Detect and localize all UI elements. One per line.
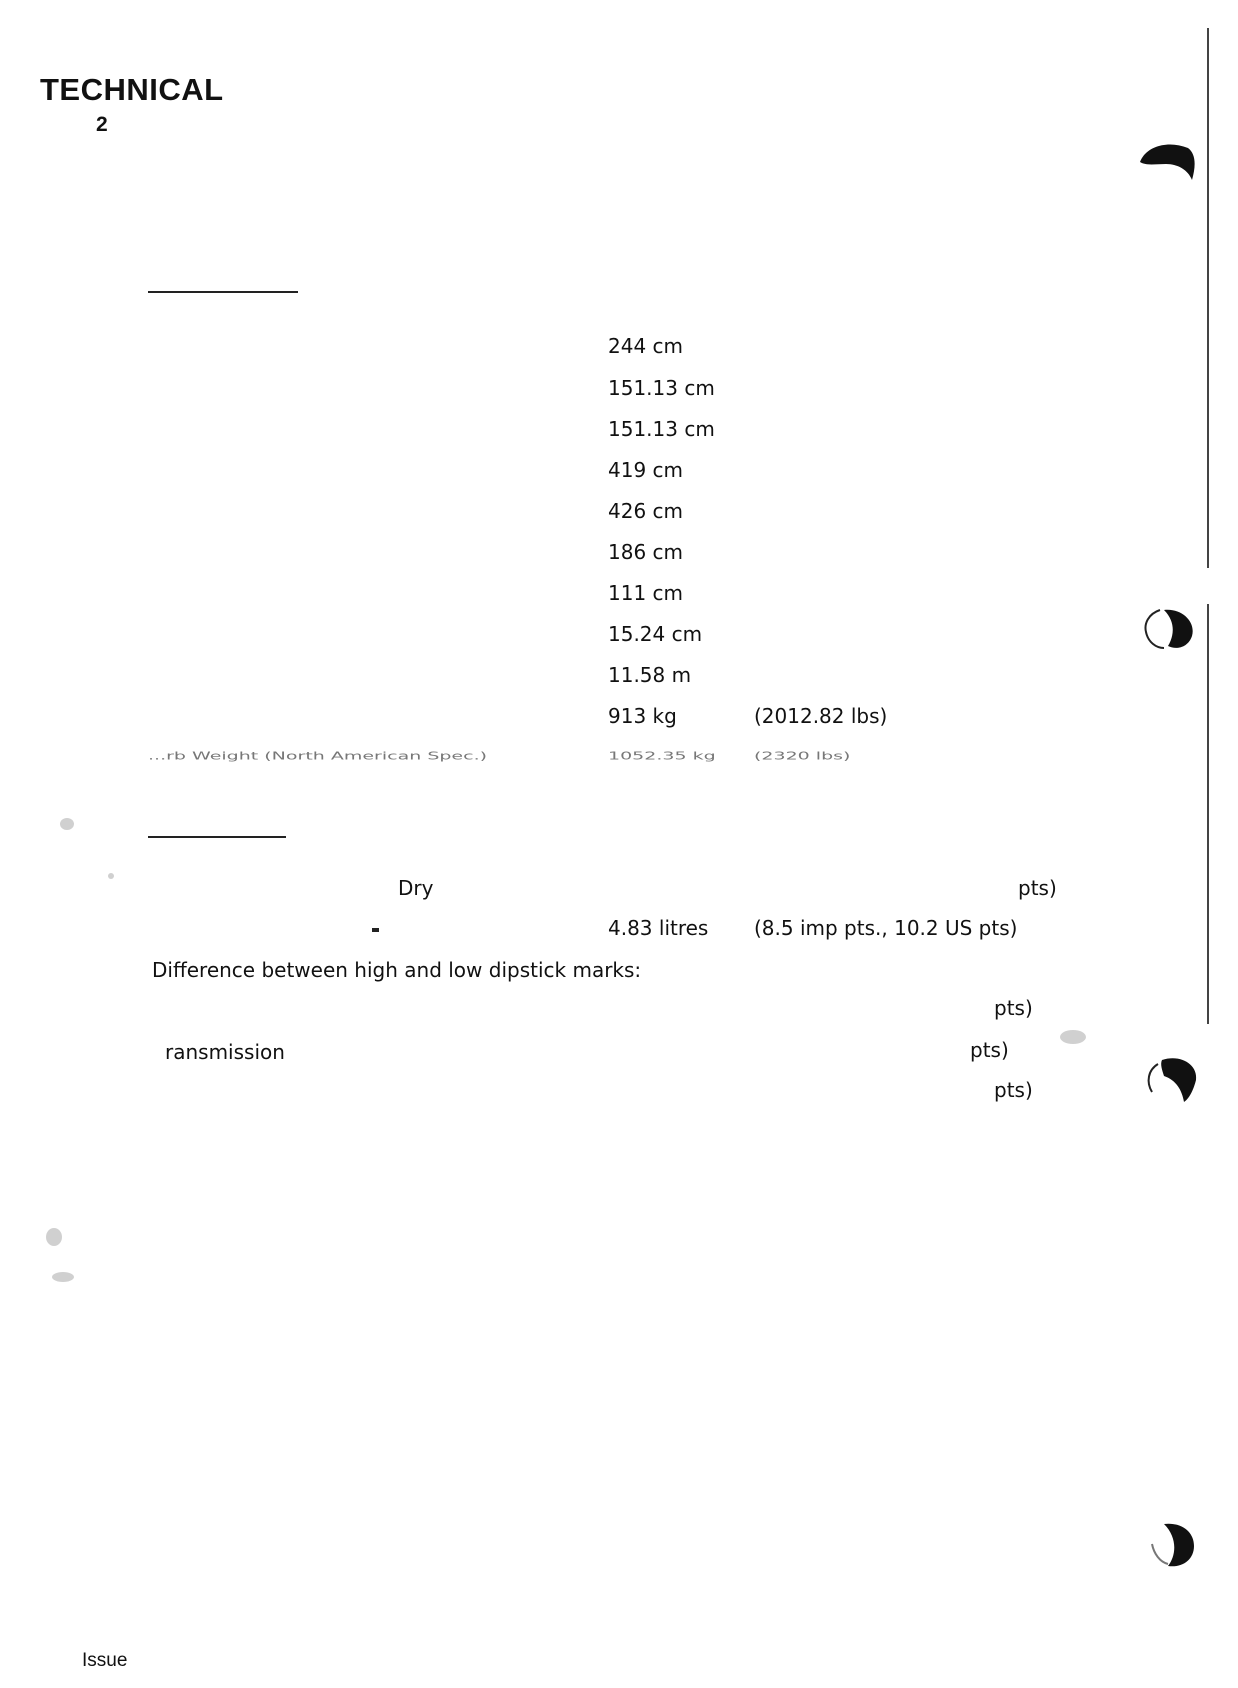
dipstick-note: Difference between high and low dipstick marks: [152, 958, 642, 982]
scan-speck [60, 818, 74, 830]
section-underline [148, 836, 286, 838]
binder-hole-icon [1140, 1054, 1200, 1104]
scan-speck [1060, 1030, 1086, 1044]
faded-row-imperial: (2320 lbs) [754, 750, 851, 763]
last-unit-fragment: pts) [994, 1078, 1033, 1102]
dimension-value: 419 cm [608, 458, 684, 482]
faded-row-label: ...rb Weight (North American Spec.) [148, 750, 488, 763]
dimension-value: 151.13 cm [608, 376, 715, 400]
dimension-value: 244 cm [608, 334, 684, 358]
dimension-value: 111 cm [608, 581, 684, 605]
dipstick-unit-fragment: pts) [994, 996, 1033, 1020]
margin-rule [1207, 604, 1209, 1024]
dash-mark [372, 928, 379, 932]
dimension-value: 186 cm [608, 540, 684, 564]
transmission-label: ransmission [165, 1040, 285, 1064]
binder-hole-icon [1138, 606, 1198, 652]
dimension-value: 426 cm [608, 499, 684, 523]
section-title: TECHNICAL [40, 72, 224, 107]
dimension-value: 15.24 cm [608, 622, 703, 646]
issue-label: Issue [82, 1650, 128, 1671]
weight-value: 913 kg [608, 704, 677, 728]
binder-hole-icon [1138, 1520, 1198, 1570]
section-underline [148, 291, 298, 293]
transmission-unit-fragment: pts) [970, 1038, 1009, 1062]
scan-speck [46, 1228, 62, 1246]
dimension-value: 11.58 m [608, 663, 692, 687]
dimension-value: 151.13 cm [608, 417, 715, 441]
dry-unit-fragment: pts) [1018, 876, 1057, 900]
scan-speck [52, 1272, 74, 1282]
weight-imperial-value: (2012.82 lbs) [754, 704, 888, 728]
section-number: 2 [96, 113, 108, 136]
refill-metric: 4.83 litres [608, 916, 709, 940]
margin-rule [1207, 28, 1209, 568]
refill-imperial: (8.5 imp pts., 10.2 US pts) [754, 916, 1018, 940]
binder-hole-icon [1138, 140, 1198, 186]
dry-label: Dry [398, 876, 434, 900]
scan-speck [108, 873, 114, 879]
faded-row-metric: 1052.35 kg [608, 750, 716, 763]
